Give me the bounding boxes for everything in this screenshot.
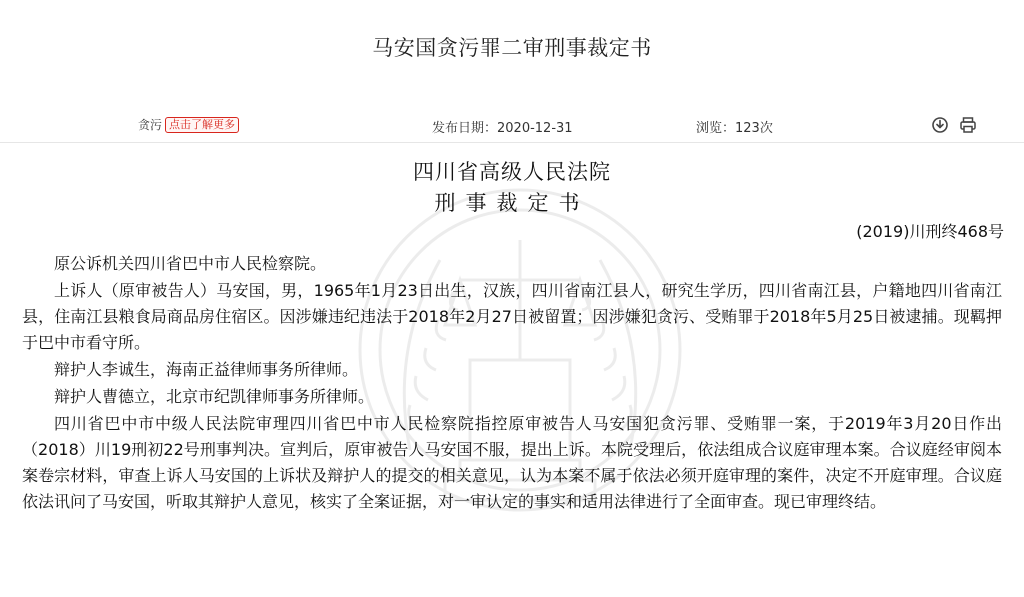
case-number: (2019)川刑终468号 [856, 222, 1004, 241]
meta-bar [0, 112, 1024, 140]
document-type: 刑事裁定书 [434, 191, 590, 215]
paragraph-proceedings: 四川省巴中市中级人民法院审理四川省巴中市人民检察院指控原审被告人马安国犯贪污罪、受贿罪一案，于2019年3月20日作出（2018）川19刑初22号刑事判决。宣判后，原审被告人马安国不服，提出上诉。本院受理后，依法组成合议庭审理本案。合议庭经审阅本案卷宗材料，审查上诉人马安国的上诉状及辩护人的提交的相关意见，认为本案不属于依法必须开庭审理的案件，决定不开庭审理。合议庭依法讯问了马安国，听取其辩护人意见，核实了全案证据，对一审认定的事实和适用法律进行了全面审查。现已审理终结。 [22, 414, 1002, 511]
action-icons [930, 115, 978, 135]
page-title: 马安国贪污罪二审刑事裁定书 [372, 36, 652, 60]
learn-more-button[interactable]: 点击了解更多 [165, 117, 239, 133]
view-count: 浏览：123次 [696, 121, 773, 136]
paragraph-defender-2: 辩护人曹德立，北京市纪凯律师事务所律师。 [54, 387, 375, 406]
tag-area [138, 116, 239, 133]
court-name: 四川省高级人民法院 [413, 160, 611, 184]
paragraph-defender-1: 辩护人李诚生，海南正益律师事务所律师。 [54, 360, 359, 379]
header-divider [0, 142, 1024, 143]
document-body [22, 251, 1002, 516]
publish-date: 发布日期：2020-12-31 [432, 121, 573, 136]
paragraph-appellant: 上诉人（原审被告人）马安国，男，1965年1月23日出生，汉族，四川省南江县人，研究生学历，四川省南江县，户籍地四川省南江县，住南江县粮食局商品房住宿区。因涉嫌违纪违法于2018年2月27日被留置；因涉嫌犯贪污、受贿罪于2018年5月25日被逮捕。现羁押于巴中市看守所。 [22, 281, 1002, 352]
paragraph-prosecutor: 原公诉机关四川省巴中市人民检察院。 [54, 254, 327, 273]
download-icon[interactable] [930, 115, 950, 135]
tag-label[interactable]: 贪污 [138, 118, 163, 132]
print-icon[interactable] [958, 115, 978, 135]
